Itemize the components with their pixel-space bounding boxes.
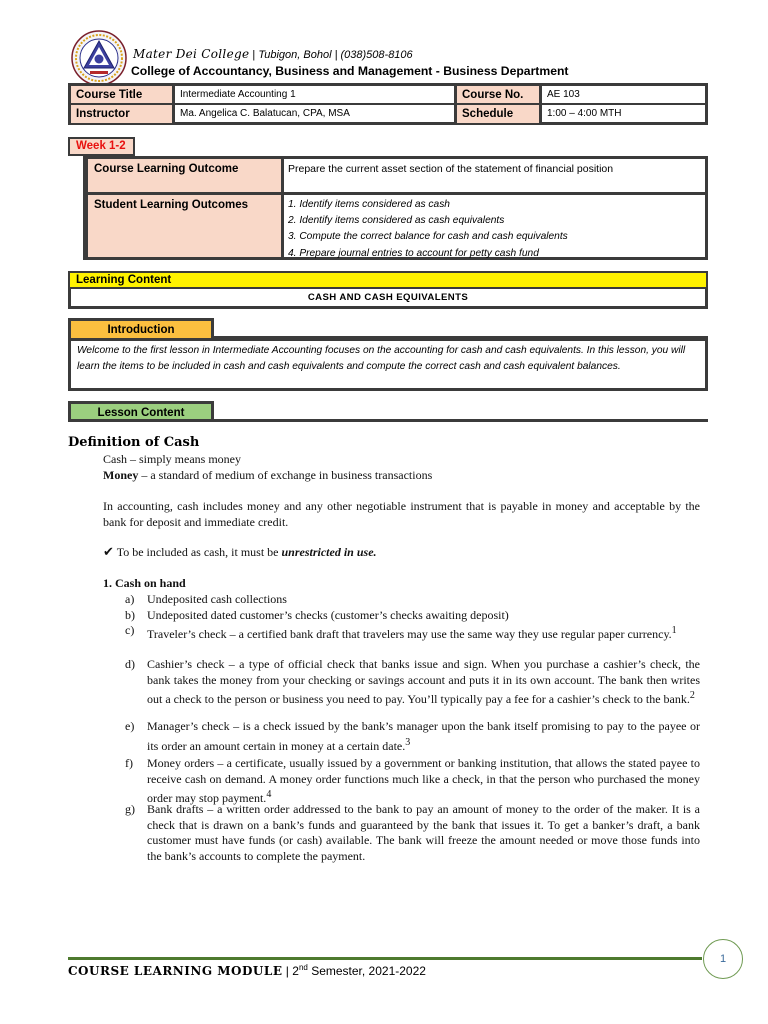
footer-semester: Semester, 2021-2022	[307, 964, 426, 978]
clo-text: Prepare the current asset section of the statement of financial position	[288, 163, 614, 175]
schedule-label: Schedule	[457, 105, 539, 123]
learning-content-label: Learning Content	[68, 271, 708, 289]
college-location-contact: Tubigon, Bohol | (038)508-8106	[258, 49, 413, 61]
list-item-text	[147, 592, 700, 608]
money-definition-text: – a standard of medium of exchange in business transactions	[138, 468, 433, 482]
footnote-marker: 1	[671, 625, 677, 636]
lesson-content-tab: Lesson Content	[68, 401, 214, 421]
footer-semester-ordinal: 2	[292, 964, 299, 978]
footer-rule	[68, 957, 702, 960]
slo-label: Student Learning Outcomes	[88, 195, 281, 257]
list-item-letter: f)	[125, 756, 133, 770]
list-item-text	[147, 756, 700, 807]
cash-definition	[103, 452, 241, 467]
course-no-value: AE 103	[547, 89, 580, 100]
list-item-letter: g)	[125, 802, 135, 816]
footnote-marker: 2	[689, 690, 695, 701]
introduction-text: Welcome to the first lesson in Intermediate Accounting focuses on the accounting for cash and cash equivalents. In this lesson, you will learn the items to be included in cash and cash equivalents and compute the correct cash and cash equivalent balances.	[68, 338, 708, 391]
schedule-value: 1:00 – 4:00 MTH	[547, 108, 622, 119]
college-seal-logo	[71, 30, 127, 86]
slo-list	[288, 197, 568, 262]
list-item-letter: b)	[125, 608, 135, 622]
cash-term: Cash	[103, 452, 127, 466]
list-item-body: Bank drafts – a written order addressed to the bank to pay an amount of money to the order of the maker. It is a check that is drawn on a bank’s funds and guaranteed by the bank that issues it. To get a banker’s draft, a bank customer must have funds (or cash) available. The bank will freeze the amount needed or move those funds into the bank’s accounts to complete the payment.	[147, 802, 700, 863]
list-item-text	[147, 802, 700, 864]
cash-definition-text: – simply means money	[127, 452, 241, 466]
list-item-letter: a)	[125, 592, 135, 606]
course-title-value: Intermediate Accounting 1	[180, 89, 296, 100]
cash-on-hand-heading: 1. Cash on hand	[103, 576, 186, 590]
learning-content-title: CASH AND CASH EQUIVALENTS	[68, 289, 708, 309]
list-item-letter: c)	[125, 623, 135, 637]
introduction-tab: Introduction	[68, 318, 214, 339]
list-item-body: Traveler’s check – a certified bank draft that travelers may use the same way they use regular paper currency.	[147, 627, 672, 641]
table-divider	[71, 103, 705, 105]
list-item-body: Undeposited cash collections	[147, 592, 287, 606]
learning-outcomes-table	[85, 156, 708, 260]
footer-text	[68, 963, 426, 978]
footer-separator: |	[282, 964, 293, 978]
list-item-body: Manager’s check – is a check issued by the bank’s manager upon the bank itself promising to pay to the payee or its order an amount certain in money at a certain date.	[147, 719, 700, 753]
list-item-text	[147, 719, 700, 754]
list-item-text	[147, 623, 700, 643]
list-item-letter: d)	[125, 657, 135, 671]
footer-module-title: COURSE LEARNING MODULE	[68, 964, 283, 978]
course-info-table	[68, 83, 708, 125]
clo-label: Course Learning Outcome	[88, 159, 281, 192]
definition-of-cash-heading: Definition of Cash	[68, 435, 200, 450]
college-name: Mater Dei College	[133, 47, 250, 61]
list-item-body: Undeposited dated customer’s checks (customer’s checks awaiting deposit)	[147, 608, 509, 622]
table-divider	[281, 159, 284, 257]
instructor-value: Ma. Angelica C. Balatucan, CPA, MSA	[180, 108, 350, 119]
list-item-body: Cashier’s check – a type of official check that banks issue and sign. When you purchase a cashier’s check, the bank takes the money from your checking or savings account and puts it in its own account. The bank then writes out a check to the person or business you need to pay. You’ll typically pay a fee for a cashier’s check to the bank.	[147, 657, 700, 706]
lesson-content-rule	[68, 419, 708, 422]
course-title-label: Course Title	[71, 86, 172, 104]
unrestricted-note	[103, 545, 377, 560]
money-definition	[103, 468, 432, 483]
instructor-label: Instructor	[71, 105, 172, 123]
slo-item: 1. Identify items considered as cash	[288, 199, 450, 210]
slo-item: 3. Compute the correct balance for cash and cash equivalents	[288, 231, 568, 243]
slo-item: 4. Prepare journal entries to account for petty cash fund	[288, 247, 539, 259]
department-title: College of Accountancy, Business and Management - Business Department	[131, 64, 569, 78]
note-text: To be included as cash, it must be	[116, 545, 282, 559]
cash-accounting-paragraph: In accounting, cash includes money and any other negotiable instrument that is payable in money and acceptable by the bank for deposit and immediate credit.	[103, 499, 700, 529]
list-item-text	[147, 657, 700, 708]
table-divider	[172, 86, 175, 122]
list-item-text	[147, 608, 700, 624]
list-item-letter: e)	[125, 719, 135, 733]
list-item-body: Money orders – a certificate, usually issued by a government or banking institution, that allows the stated payee to receive cash on demand. A money order functions much like a check, in that the person who purchased the money order may stop payment.	[147, 756, 700, 805]
slo-item: 2. Identify items considered as cash equivalents	[288, 215, 505, 227]
checkmark-icon: ✔	[103, 545, 114, 560]
course-no-label: Course No.	[457, 86, 539, 104]
table-divider	[539, 86, 542, 122]
footnote-marker: 4	[266, 789, 272, 800]
footer-ordinal-suffix: nd	[298, 963, 308, 972]
week-label: Week 1-2	[68, 137, 135, 156]
note-emphasis: unrestricted in use.	[281, 545, 377, 559]
footnote-marker: 3	[405, 736, 411, 748]
college-name-line: Mater Dei College | Tubigon, Bohol | (038)508-8106	[133, 47, 413, 61]
money-term: Money	[103, 468, 139, 482]
page-number: 1	[703, 939, 743, 979]
table-divider	[454, 86, 457, 122]
